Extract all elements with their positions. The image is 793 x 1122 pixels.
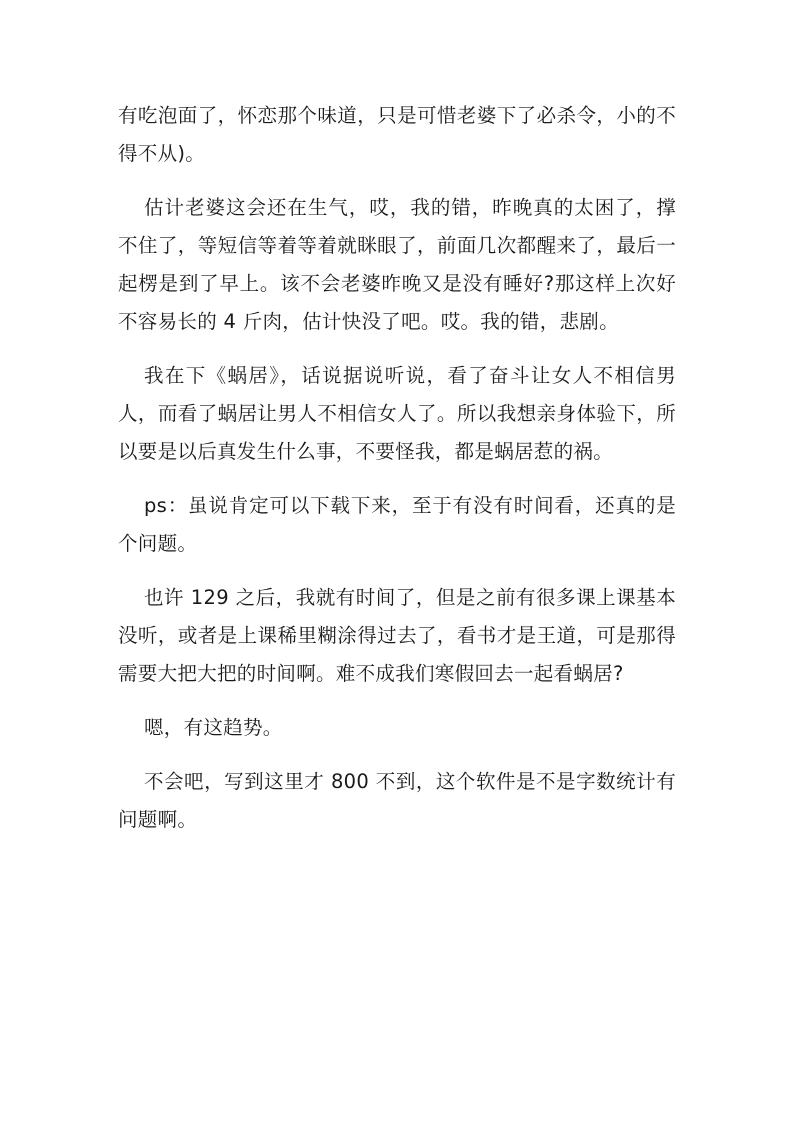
paragraph-3: 我在下《蜗居》，话说据说听说，看了奋斗让女人不相信男人，而看了蜗居让男人不相信女人了。所以我想亲身体验下，所以要是以后真发生什么事，不要怪我，都是蜗居惹的祸。: [118, 364, 676, 463]
paragraph-2: 估计老婆这会还在生气，哎，我的错，昨晚真的太困了，撑不住了，等短信等着等着就眯眼了，前面几次都醒来了，最后一起楞是到了早上。该不会老婆昨晚又是没有睡好?那这样上次好不容易长的 4 斤肉，估计快没了吧。哎。我的错，悲剧。: [118, 196, 676, 333]
paragraph-4: ps：虽说肯定可以下载下来，至于有没有时间看，还真的是个问题。: [118, 494, 676, 555]
paragraph-6: 嗯，有这趋势。: [144, 716, 283, 739]
paragraph-5: 也许 129 之后，我就有时间了，但是之前有很多课上课基本没听，或者是上课稀里糊涂得过去了，看书才是王道，可是那得需要大把大把的时间啊。难不成我们寒假回去一起看蜗居?: [118, 586, 676, 685]
document-body: [118, 97, 676, 855]
paragraph-7: 不会吧，写到这里才 800 不到，这个软件是不是字数统计有问题啊。: [118, 770, 676, 831]
paragraph-1: 有吃泡面了，怀恋那个味道，只是可惜老婆下了必杀令，小的不得不从)。: [118, 104, 676, 165]
